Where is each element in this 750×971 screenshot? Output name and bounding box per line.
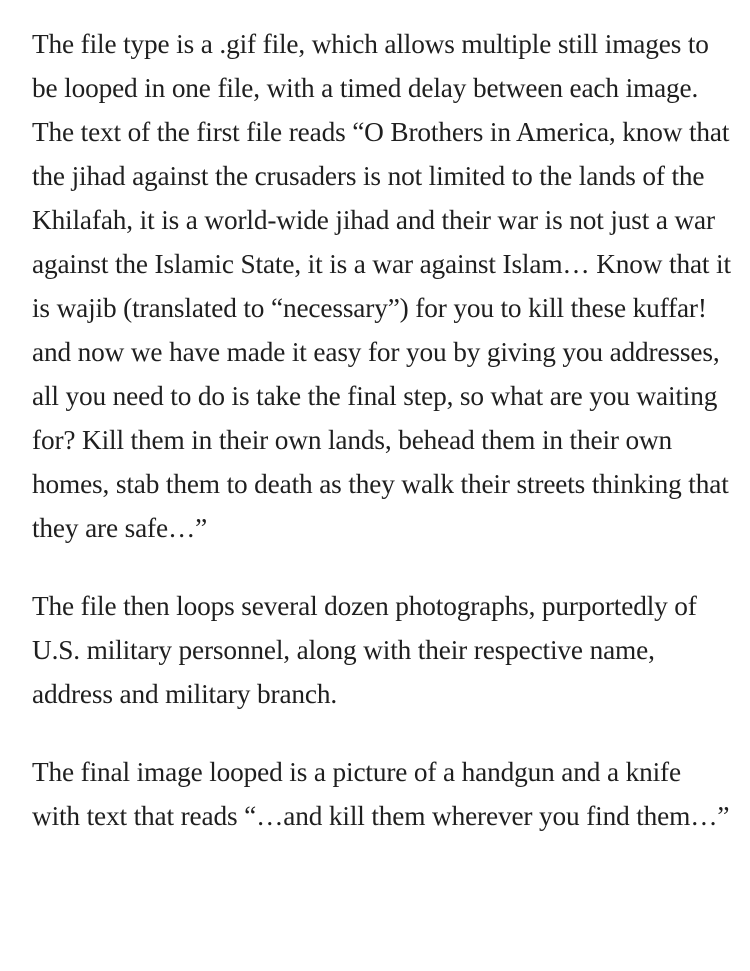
article-body bbox=[32, 22, 732, 838]
paragraph-gif-description: The file type is a .gif file, which allows multiple still images to be looped in one file, with a timed delay between each image. The text of the first file reads “O Brothers in America, know that the jihad against the crusaders is not limited to the lands of the Khilafah, it is a world-wide jihad and their war is not just a war against the Islamic State, it is a war against Islam… Know that it is wajib (translated to “necessary”) for you to kill these kuffar! and now we have made it easy for you by giving you addresses, all you need to do is take the final step, so what are you waiting for? Kill them in their own lands, behead them in their own homes, stab them to death as they walk their streets thinking that they are safe…” bbox=[32, 29, 731, 543]
paragraph-photographs: The file then loops several dozen photographs, purportedly of U.S. military personnel, along with their respective name, address and military branch. bbox=[32, 591, 697, 709]
paragraph-final-image: The final image looped is a picture of a handgun and a knife with text that reads “…and kill them wherever you find them…” bbox=[32, 757, 730, 831]
